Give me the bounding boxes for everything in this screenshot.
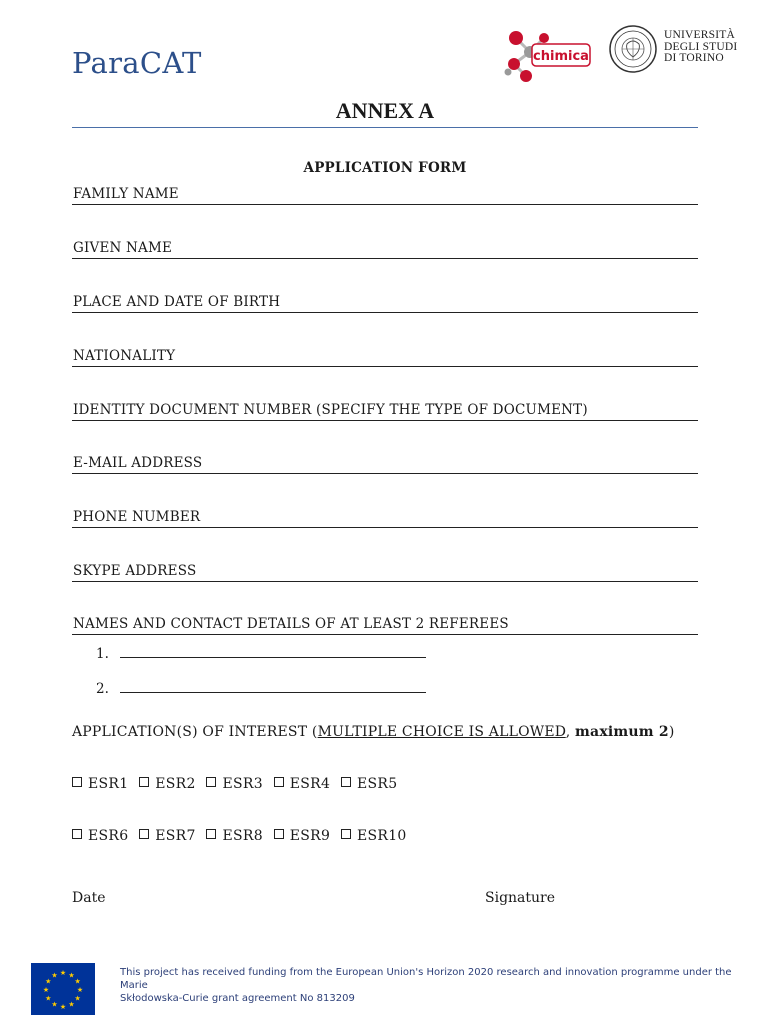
checkbox-icon[interactable]	[206, 777, 216, 787]
date-label: Date	[72, 890, 106, 906]
university-name-line: DEGLI STUDI	[664, 40, 738, 53]
referee-1-field[interactable]	[96, 644, 436, 664]
referee-line	[120, 692, 426, 693]
esr-option[interactable]: ESR6	[72, 828, 128, 844]
esr-options-row	[72, 828, 413, 844]
university-seal-icon	[608, 24, 658, 74]
checkbox-icon[interactable]	[139, 777, 149, 787]
field-label: GIVEN NAME	[73, 240, 173, 256]
referee-2-field[interactable]	[96, 679, 436, 699]
svg-text:★: ★	[45, 977, 52, 986]
esr-options-row	[72, 776, 403, 792]
svg-text:★: ★	[59, 969, 67, 977]
given-name-field[interactable]	[72, 236, 698, 259]
referee-line	[120, 657, 426, 658]
esr-option[interactable]: ESR3	[206, 776, 262, 792]
esr-option[interactable]: ESR1	[72, 776, 128, 792]
referee-number: 1.	[96, 646, 109, 662]
svg-text:★: ★	[74, 994, 81, 1003]
birth-place-date-field[interactable]	[72, 290, 698, 313]
signature-label: Signature	[485, 890, 556, 906]
esr-option[interactable]: ESR2	[139, 776, 195, 792]
esr-option[interactable]: ESR8	[206, 828, 262, 844]
chimica-logo-text: chimica	[533, 49, 589, 64]
checkbox-icon[interactable]	[341, 829, 351, 839]
checkbox-icon[interactable]	[274, 777, 284, 787]
interest-heading: APPLICATION(S) OF INTEREST (MULTIPLE CHOICE IS ALLOWED, maximum 2)	[72, 724, 675, 740]
field-label: E-MAIL ADDRESS	[73, 455, 203, 471]
esr-option[interactable]: ESR5	[341, 776, 397, 792]
family-name-field[interactable]	[72, 182, 698, 205]
title-divider	[72, 127, 698, 128]
identity-document-field[interactable]	[72, 398, 698, 421]
esr-option[interactable]: ESR7	[139, 828, 195, 844]
esr-option[interactable]: ESR10	[341, 828, 407, 844]
checkbox-icon[interactable]	[139, 829, 149, 839]
chimica-logo	[500, 24, 592, 86]
referee-number: 2.	[96, 681, 109, 697]
checkbox-icon[interactable]	[274, 829, 284, 839]
funding-statement	[120, 966, 740, 1005]
university-name-line: UNIVERSITÀ	[664, 29, 735, 41]
brand-title: ParaCAT	[72, 46, 202, 80]
svg-text:★: ★	[68, 971, 75, 980]
funding-line: This project has received funding from the European Union's Horizon 2020 research and innovation programme under the Marie	[120, 967, 732, 991]
field-label: NATIONALITY	[73, 348, 176, 364]
nationality-field[interactable]	[72, 344, 698, 367]
svg-text:★: ★	[51, 971, 58, 980]
university-logo	[608, 24, 750, 76]
field-label: NAMES AND CONTACT DETAILS OF AT LEAST 2 REFEREES	[73, 616, 509, 632]
svg-text:★: ★	[76, 986, 84, 994]
form-title: APPLICATION FORM	[303, 160, 467, 176]
svg-text:★: ★	[45, 994, 52, 1003]
esr-option[interactable]: ESR4	[274, 776, 330, 792]
field-label: FAMILY NAME	[73, 186, 179, 202]
university-name-line: DI TORINO	[664, 52, 724, 64]
svg-text:★: ★	[74, 977, 81, 986]
email-field[interactable]	[72, 451, 698, 474]
annex-title: ANNEX A	[335, 98, 435, 123]
field-label: SKYPE ADDRESS	[73, 563, 197, 579]
referees-field	[72, 612, 698, 635]
svg-text:★: ★	[51, 1000, 58, 1009]
phone-field[interactable]	[72, 505, 698, 528]
checkbox-icon[interactable]	[72, 777, 82, 787]
eu-flag-icon	[31, 963, 95, 1015]
field-label: PLACE AND DATE OF BIRTH	[73, 294, 281, 310]
checkbox-icon[interactable]	[341, 777, 351, 787]
field-label: IDENTITY DOCUMENT NUMBER (SPECIFY THE TYPE OF DOCUMENT)	[73, 402, 588, 418]
svg-text:★: ★	[42, 986, 50, 994]
svg-text:★: ★	[59, 1003, 67, 1011]
checkbox-icon[interactable]	[206, 829, 216, 839]
esr-option[interactable]: ESR9	[274, 828, 330, 844]
svg-text:★: ★	[68, 1000, 75, 1009]
checkbox-icon[interactable]	[72, 829, 82, 839]
skype-field[interactable]	[72, 559, 698, 582]
field-label: PHONE NUMBER	[73, 509, 201, 525]
funding-line: Skłodowska-Curie grant agreement No 813209	[120, 993, 355, 1004]
